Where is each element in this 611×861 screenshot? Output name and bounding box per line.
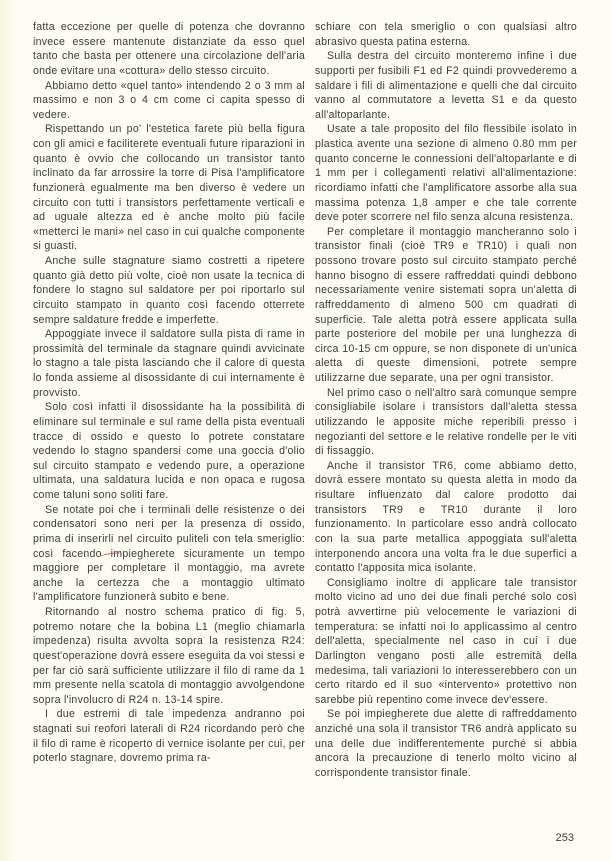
page-number: 253 [555, 832, 574, 844]
paragraph: I due estremi di tale impedenza andranno poi stagnati sui reofori laterali di R24 ricordando però che il filo di rame è ricoperto di vernice isolante per cui, per poterlo stagnare, dovremo prima ra- [33, 708, 305, 765]
paragraph: Anche il transistor TR6, come abbiamo detto, dovrà essere montato su questa aletta in modo da risultare influenzato dal calore prodotto dai transistors TR9 e TR10 durante il loro funzionamento. In particolare esso andrà collocato con la sua parte metallica appoggiata sull'aletta interponendo ancora una volta fra le due superfici a contatto l'apposita mica isolante. [315, 459, 577, 575]
paragraph: Consigliamo inoltre di applicare tale transistor molto vicino ad uno dei due finali perché solo così potrà avvertirne più velocemente le variazioni di temperatura: se infatti noi lo applicassimo al centro dell'aletta, specialmente nel caso in cui i due Darlington vengano posti alle estremità della medesima, tali variazioni lo interesserebbero con un certo ritardo ed il suo «intervento» protettivo non sarebbe più repentino come invece dev'essere. [315, 576, 577, 706]
paragraph: Se notate poi che i terminali delle resistenze o dei condensatori sono neri per la presenza di ossido, prima di inserirli nel circuito puliteli con tela smeriglio: così facendo impiegherete sicuramente un tempo maggiore per completare il montaggio, ma avrete anche la certezza che a montaggio ultimato l'amplificatore funzionerà subito e bene. [33, 503, 305, 604]
paragraph: Per completare il montaggio mancheranno solo i transistor finali (cioè TR9 e TR10) i quali non possono trovare posto sul circuito stampato perché hanno bisogno di essere raffreddati quindi debbono necessariamente venire sistemati sopra un'aletta di raffreddamento di almeno 500 cm quadrati di superficie. Tale aletta potrà essere applicata sulla parte posteriore del mobile per una lunghezza di circa 10-15 cm oppure, se non disponete di un'unica aletta di queste dimensioni, potrete sempre utilizzarne due separate, una per ogni transistor. [315, 225, 577, 384]
paragraph: Usate a tale proposito del filo flessibile isolato in plastica avente una sezione di almeno 0.80 mm per quanto concerne le connessioni dell'altoparlante e di 1 mm per i collegamenti relativi all'alimentazione: ricordiamo infatti che l'amplificatore assorbe alla sua massima potenza 1,8 amper e che tale corrente deve poter scorrere nel filo senza alcuna resistenza. [315, 123, 577, 224]
paragraph: Se poi impiegherete due alette di raffreddamento anziché una sola il transistor TR6 andrà applicato su una delle due indifferentemente purché si abbia ancora la precauzione di tenerlo molto vicino al corrispondente transistor finale. [315, 708, 577, 779]
paragraph: Solo così infatti il disossidante ha la possibilità di eliminare sul terminale e sul rame della pista eventuali tracce di ossido e questo lo potrete constatare vedendo lo stagno spandersi come una goccia d'olio sul circuito stampato e vedendo pure, a operazione ultimata, una saldatura lucida e non opaca e rugosa come taluni sono soliti fare. [33, 401, 305, 501]
left-column [33, 20, 305, 766]
paragraph: Abbiamo detto «quel tanto» intendendo 2 o 3 mm al massimo e non 3 o 4 cm come ci capita spesso di vedere. [33, 79, 305, 121]
page-binding-shadow [0, 0, 14, 861]
paragraph: Ritornando al nostro schema pratico di fig. 5, potremo notare che la bobina L1 (meglio chiamarla impedenza) risulta avvolta sopra la resistenza R24: quest'operazione dovrà essere eseguita da voi stessi e per far ciò sarà sufficiente utilizzare il filo di rame da 1 mm presente nella scatola di montaggio avvolgendone sopra l'involucro di R24 n. 13-14 spire. [33, 606, 305, 706]
right-column [315, 20, 577, 781]
paragraph: Nel primo caso o nell'altro sarà comunque sempre consigliabile isolare i transistors dall'aletta stessa utilizzando le apposite miche reperibili presso i negozianti del settore e le relative rondelle per le viti di fissaggio. [315, 386, 577, 458]
paragraph: Anche sulle stagnature siamo costretti a ripetere quanto già detto più volte, cioè non usate la tecnica di fondere lo stagno sul saldatore per poi riportarlo sul circuito stampato in quanto così facendo otterrete sempre saldature fredde e imperfette. [33, 255, 305, 326]
paragraph: fatta eccezione per quelle di potenza che dovranno invece essere mantenute distanziate da esso quel tanto che basta per ottenere una circolazione dell'aria onde evitare una «cottura» dello stesso circuito. [33, 21, 305, 77]
paragraph: Appoggiate invece il saldatore sulla pista di rame in prossimità del terminale da stagnare quindi avvicinate lo stagno a tale pista lasciando che il calore di questa lo fonda assieme al disossidante di cui internamente è provvisto. [33, 328, 305, 399]
paragraph: Rispettando un po' l'estetica farete più bella figura con gli amici e faciliterete eventuali future riparazioni in quanto è ovvio che collocando un transistor tanto inclinato da far arrossire la torre di Pisa l'amplificatore funzionerà egualmente ma ben diverso è vedere un circuito con tutti i transistors perfettamente verticali e ad uguale altezza ed è anche molto più facile «metterci le mani» nel caso in cui qualche componente si guasti. [33, 123, 305, 253]
paragraph: schiare con tela smeriglio o con qualsiasi altro abrasivo questa patina esterna. [315, 21, 577, 48]
paragraph: Sulla destra del circuito monteremo infine i due supporti per fusibili F1 ed F2 quindi provvederemo a saldare i fili di alimentazione e quelli che dal circuito vanno al commutatore a levetta S1 e da questo all'altoparlante. [315, 50, 577, 121]
